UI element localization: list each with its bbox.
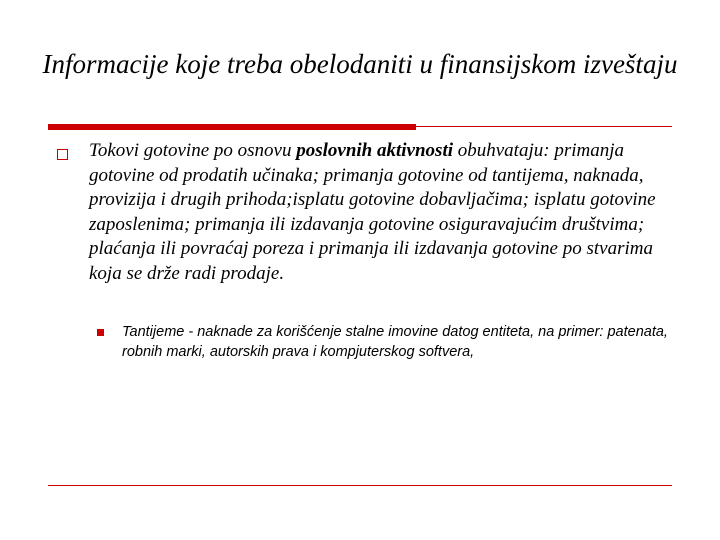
filled-square-bullet-icon	[97, 329, 104, 336]
slide-title: Informacije koje treba obelodaniti u finansijskom izveštaju	[42, 49, 678, 79]
title-divider	[48, 124, 672, 130]
main-bullet-text	[89, 139, 689, 286]
hollow-square-bullet-icon	[57, 149, 68, 160]
main-bullet-text-start: Tokovi gotovine po osnovu	[89, 140, 297, 161]
main-bullet-text-end: obuhvataju: primanja gotovine od prodatih učinaka; primanja gotovine od tantijema, naknada, provizija i drugih prihoda;isplatu gotovine dobavljačima; isplatu gotovine zaposlenima; primanja ili izdavanja gotovine osiguravajućim društvima; plaćanja ili povraćaj poreza i primanja ili izdavanja gotovine po stvarima koja se drže radi prodaje.	[89, 140, 656, 284]
title-divider-thin	[416, 126, 672, 127]
title-divider-thick	[48, 124, 416, 130]
sub-bullet-text: Tantijeme - naknade za korišćenje stalne imovine datog entiteta, na primer: patenata, robnih marki, autorskih prava i kompjuterskog softvera,	[122, 324, 668, 360]
bottom-divider	[48, 485, 672, 486]
main-bullet-bold-text: poslovnih aktivnosti	[296, 140, 453, 161]
